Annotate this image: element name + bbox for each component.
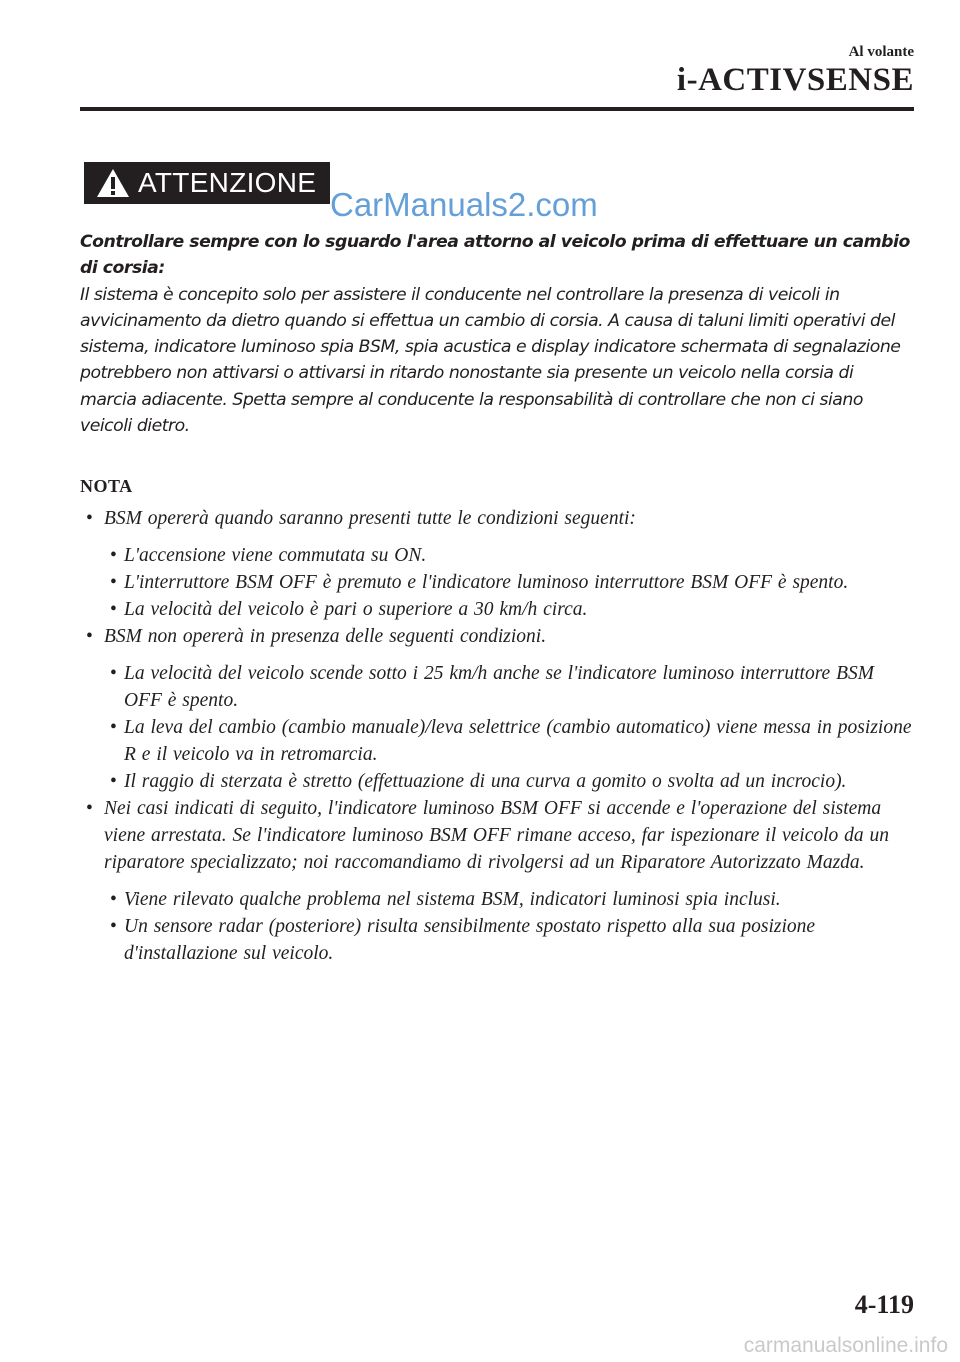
nota-title: NOTA	[80, 476, 133, 496]
nota-subitem	[80, 714, 915, 768]
nota-list	[80, 505, 915, 967]
bullet: •	[110, 599, 117, 620]
nota-subitem-text: L'accensione viene commutata su ON.	[124, 545, 427, 566]
nota-subitem-text: La velocità del veicolo è pari o superiore a 30 km/h circa.	[124, 599, 588, 620]
nota-item-text: BSM non opererà in presenza delle seguenti condizioni.	[104, 626, 547, 647]
nota-subitem	[80, 660, 915, 714]
nota-subitem	[80, 542, 915, 569]
nota-item-text: Nei casi indicati di seguito, l'indicatore luminoso BSM OFF si accende e l'operazione del sistema viene arrestata. Se l'indicatore luminoso BSM OFF rimane acceso, far ispezionare il veicolo da un riparatore specializzato; noi raccomandiamo di rivolgersi ad un Riparatore Autorizzato Mazda.	[104, 798, 890, 873]
nota-subitem-text: La leva del cambio (cambio manuale)/leva selettrice (cambio automatico) viene messa in posizione R e il veicolo va in retromarcia.	[124, 717, 912, 765]
nota-subitem-text: Un sensore radar (posteriore) risulta sensibilmente spostato rispetto alla sua posizione d'installazione sul veicolo.	[124, 916, 816, 964]
bullet: •	[86, 508, 93, 529]
nota-item-text: BSM opererà quando saranno presenti tutte le condizioni seguenti:	[104, 508, 636, 529]
bullet: •	[110, 771, 117, 792]
bullet: •	[110, 572, 117, 593]
bullet: •	[110, 717, 117, 738]
nota-subitem	[80, 886, 915, 913]
warning-label: ATTENZIONE	[138, 167, 317, 198]
nota-item	[80, 623, 915, 650]
warning-heading: Controllare sempre con lo sguardo l'area attorno al veicolo prima di effettuare un cambio di corsia:	[80, 232, 910, 279]
bullet: •	[110, 663, 117, 684]
warning-triangle-icon	[96, 168, 130, 198]
nota-subitem-text: L'interruttore BSM OFF è premuto e l'indicatore luminoso interruttore BSM OFF è spento.	[124, 572, 849, 593]
nota-item	[80, 505, 915, 532]
nota-subitem	[80, 596, 915, 623]
header-divider	[80, 107, 914, 111]
watermark-bottom: carmanualsonline.info	[743, 1334, 948, 1357]
nota-subitem	[80, 569, 915, 596]
nota-item	[80, 795, 915, 876]
nota-subitem-text: Il raggio di sterzata è stretto (effettuazione di una curva a gomito o svolta ad un incrocio).	[124, 771, 847, 792]
header-section-title: Al volante	[848, 44, 914, 60]
warning-text: Il sistema è concepito solo per assistere il conducente nel controllare la presenza di veicoli in avvicinamento da dietro quando si effettua un cambio di corsia. A causa di taluni limiti operativi del sistema, indicatore luminoso spia BSM, spia acustica e display indicatore schermata di segnalazione potrebbero non attivarsi o attivarsi in ritardo nonostante sia presente un veicolo nella corsia di marcia adiacente. Spetta sempre al conducente la responsabilità di controllare che non ci siano veicoli dietro.	[80, 284, 901, 437]
bullet: •	[86, 626, 93, 647]
nota-subitem-text: Viene rilevato qualche problema nel sistema BSM, indicatori luminosi spia inclusi.	[124, 889, 781, 910]
warning-body	[80, 229, 910, 439]
bullet: •	[110, 916, 117, 937]
bullet: •	[110, 889, 117, 910]
bullet: •	[110, 545, 117, 566]
nota-subitem-text: La velocità del veicolo scende sotto i 25 km/h anche se l'indicatore luminoso interruttore BSM OFF è spento.	[124, 663, 874, 711]
bullet: •	[86, 798, 93, 819]
page-number: 4-119	[854, 1290, 914, 1319]
header-chapter-title: i-ACTIVSENSE	[676, 62, 914, 98]
warning-badge	[84, 162, 330, 204]
nota-subitem	[80, 913, 915, 967]
watermark-top: CarManuals2.com	[330, 186, 598, 223]
nota-subitem	[80, 768, 915, 795]
